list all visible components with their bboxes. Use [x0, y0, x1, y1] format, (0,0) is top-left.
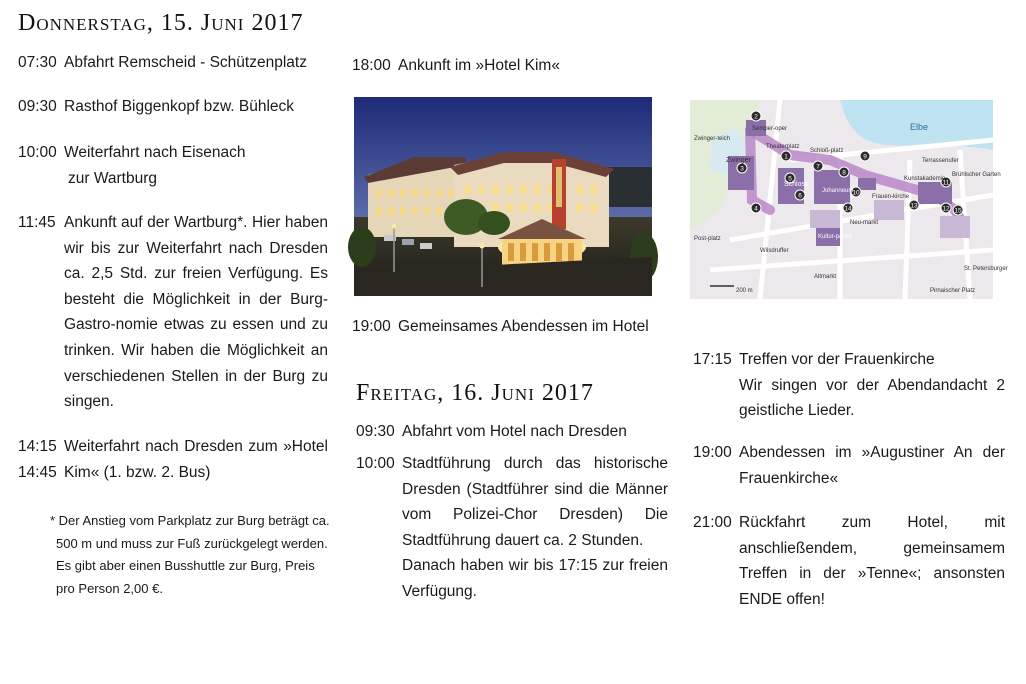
map-number: 10: [852, 189, 860, 197]
footnote: * Der Anstieg vom Parkplatz zur Burg beträgt ca. 500 m und muss zur Fuß zurückgelegt werden. Es gibt aber einen Busshuttle zur Burg, Preis pro Person 2,00 €.: [50, 513, 330, 596]
map-label: Pirnaischer Platz: [930, 288, 976, 294]
entry-text: Abfahrt vom Hotel nach Dresden: [402, 423, 627, 440]
entry-time: 10:00: [356, 455, 395, 472]
entry-time: 14:15: [18, 438, 57, 455]
day1-heading: Donnerstag, 15. Juni 2017: [18, 10, 304, 36]
map-label: 200 m: [736, 288, 753, 294]
map-label: Brühlscher Garten: [952, 172, 1001, 178]
entry-time: 11:45: [18, 214, 56, 231]
schedule-entry: [18, 140, 338, 192]
schedule-entry: [356, 419, 676, 445]
map-label: Elbe: [910, 122, 929, 132]
map-label: Schloss: [784, 181, 809, 188]
day2-heading: Freitag, 16. Juni 2017: [356, 380, 594, 406]
hotel-photo: [354, 97, 652, 296]
map-label: Altmarkt: [814, 274, 837, 280]
entry-text: Treffen vor der Frauenkirche: [739, 351, 935, 368]
map-label: Zwinger: [726, 157, 751, 164]
schedule-entry: [18, 50, 338, 76]
hotel-kim-image: [354, 97, 652, 296]
entry-text-block: [402, 451, 668, 605]
map-number: 15: [954, 207, 962, 215]
entry-text: Ankunft auf der Wartburg*. Hier haben wir bis zur Weiterfahrt nach Dresden ca. 2,5 Std. zur freien Verfügung. Es besteht die Möglichkeit in der Burg-Gastro-nomie etwas zu essen und zu trinken. Wir haben die Möglichkeit an verschiedenen Stellen in der Burg zu singen.: [64, 214, 328, 411]
entry-text: Stadtführung durch das historische Dresden (Stadtführer sind die Männer vom Polizei-Chor Dresden) Die Stadtführung dauert ca. 2 Stunden.: [402, 455, 668, 549]
entry-time: 09:30: [356, 423, 395, 440]
map-label: Neu-markt: [850, 220, 879, 226]
map-label: Terrassenufer: [922, 158, 959, 164]
entry-time: 07:30: [18, 54, 57, 71]
schedule-entry: [352, 314, 662, 340]
entry-text-block: [739, 347, 1005, 424]
map-label: Theaterplatz: [766, 144, 800, 150]
map-number: 13: [910, 202, 918, 210]
schedule-entry: [693, 440, 1013, 492]
map-label: Wilsdruffer: [760, 248, 789, 254]
entry-text: Ankunft im »Hotel Kim«: [398, 57, 560, 74]
map-label: Schloß-platz: [810, 148, 844, 154]
map-label: Zwinger-teich: [694, 136, 731, 142]
entry-time: 14:45: [18, 463, 57, 481]
entry-text: zur Wartburg: [68, 169, 158, 187]
map-number: 1: [784, 153, 788, 161]
map-number: 6: [798, 192, 802, 200]
map-number: 11: [942, 179, 950, 187]
map-number: 8: [842, 169, 846, 177]
entry-text: Weiterfahrt nach Eisenach: [64, 144, 246, 161]
entry-time: 17:15: [693, 351, 732, 368]
map-label: Kunstakademie: [904, 176, 946, 182]
dresden-map-image: [690, 100, 1008, 299]
entry-text: Danach haben wir bis 17:15 zur freien Verfügung.: [402, 557, 668, 600]
entry-time: 19:00: [352, 318, 391, 335]
entry-text: Rasthof Biggenkopf bzw. Bühleck: [64, 98, 295, 115]
map-number: 9: [863, 153, 867, 161]
map-label: Post-platz: [694, 236, 721, 242]
schedule-entry: [18, 210, 338, 420]
map-number: 5: [788, 175, 792, 183]
entry-text-block: [64, 140, 334, 191]
schedule-entry: [18, 94, 338, 120]
entry-time: 10:00: [18, 144, 57, 161]
map-label: Semper-oper: [752, 126, 788, 132]
entry-text: Abendessen im »Augustiner An der Frauenkirche«: [739, 444, 1005, 487]
entry-time: 19:00: [693, 444, 732, 461]
map-number: 14: [844, 205, 852, 213]
map-label: Johanneum: [822, 188, 854, 194]
entry-text: Rückfahrt zum Hotel, mit anschließendem, gemeinsamem Treffen in der »Tenne«; ansonsten ENDE offen!: [739, 514, 1005, 608]
city-map: [690, 100, 1008, 299]
entry-text: Weiterfahrt nach Dresden zum »Hotel Kim« (1. bzw. 2. Bus): [64, 438, 328, 481]
entry-time: 21:00: [693, 514, 732, 531]
entry-text: Gemeinsames Abendessen im Hotel: [398, 318, 649, 335]
map-label: Frauen-kirche: [872, 194, 910, 200]
schedule-entry: [18, 434, 338, 486]
map-number: 7: [816, 163, 820, 171]
schedule-entry: [693, 347, 1013, 425]
entry-text: Wir singen vor der Abendandacht 2 geistliche Lieder.: [739, 376, 1005, 420]
entry-text: Abfahrt Remscheid - Schützenplatz: [64, 54, 307, 71]
entry-time: 18:00: [352, 57, 391, 74]
entry-time: 09:30: [18, 98, 57, 115]
map-label: St. Petersburger: [964, 266, 1008, 272]
schedule-entry: [356, 451, 676, 611]
map-number: 4: [754, 205, 758, 213]
schedule-entry: [352, 53, 662, 79]
map-number: 3: [740, 165, 744, 173]
map-number: 2: [754, 113, 758, 121]
map-number: 12: [942, 205, 950, 213]
schedule-entry: [693, 510, 1013, 608]
map-label: Kultur-palast: [818, 234, 852, 240]
